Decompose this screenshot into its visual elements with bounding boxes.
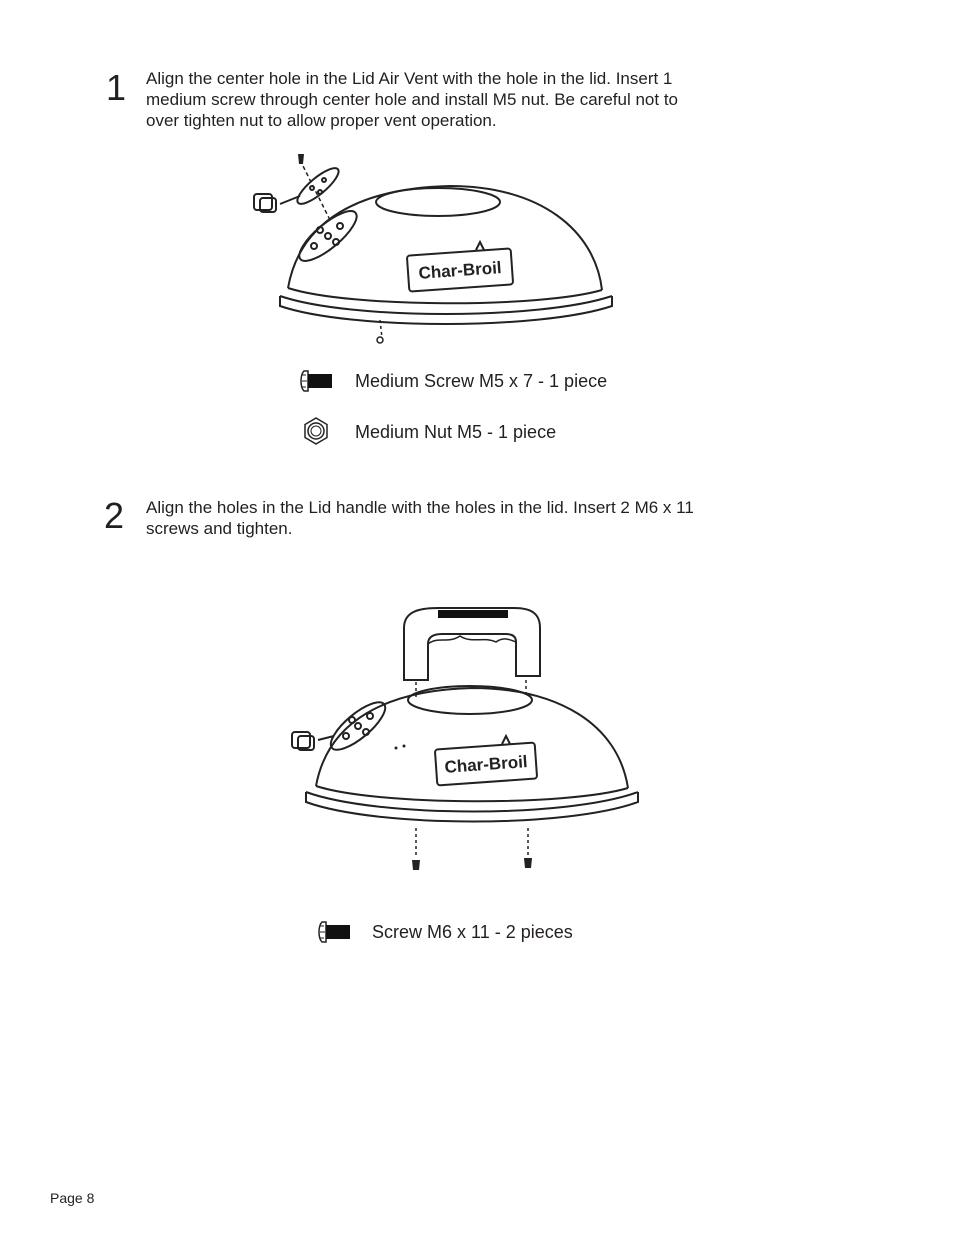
part-label-medium-nut: Medium Nut M5 - 1 piece — [355, 422, 557, 442]
step-1-line-2: medium screw through center hole and install M5 nut. Be careful not to — [146, 90, 679, 109]
step-2-number: 2 — [104, 495, 125, 536]
step-1-brand-label: Char-Broil — [417, 258, 503, 283]
step-2-line-2: screws and tighten. — [146, 519, 293, 538]
page-number: Page 8 — [50, 1190, 95, 1206]
step-1-line-3: over tighten nut to allow proper vent operation. — [146, 111, 497, 130]
screw-icon — [300, 369, 334, 393]
nut-icon — [302, 417, 330, 445]
step-1-number: 1 — [106, 67, 127, 108]
step-1-lid-vent-diagram — [240, 150, 640, 350]
step-2-line-1: Align the holes in the Lid handle with the holes in the lid. Insert 2 M6 x 11 — [146, 498, 694, 517]
step-2-brand-label: Char-Broil — [443, 752, 529, 777]
part-label-screw-m6: Screw M6 x 11 - 2 pieces — [372, 922, 573, 942]
step-1-instructions — [146, 68, 678, 131]
screw-icon — [318, 920, 352, 944]
step-2-instructions — [146, 497, 694, 539]
part-label-medium-screw: Medium Screw M5 x 7 - 1 piece — [355, 371, 608, 391]
step-2-lid-handle-diagram — [288, 600, 648, 890]
step-1-line-1: Align the center hole in the Lid Air Vent with the hole in the lid. Insert 1 — [146, 69, 673, 88]
